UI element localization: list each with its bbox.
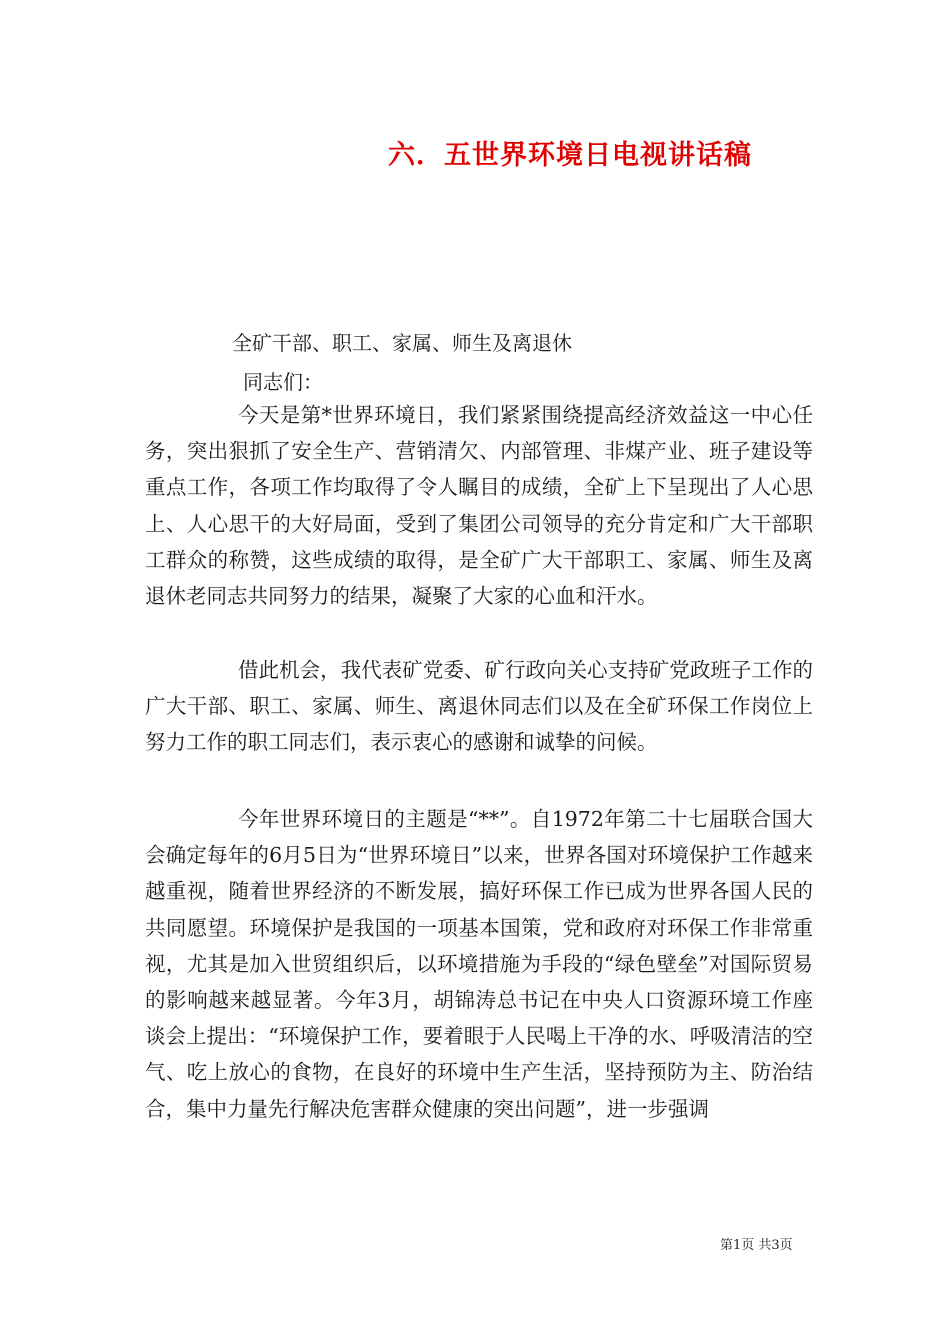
page-indicator: 第1页 共3页 bbox=[720, 1238, 793, 1253]
paragraph-2-block bbox=[145, 652, 813, 761]
paragraph: 借此机会，我代表矿党委、矿行政向关心支持矿党政班子工作的广大干部、职工、家属、师生、离退休同志们以及在全矿环保工作岗位上努力工作的职工同志们，表示衷心的感谢和诚挚的问候。 bbox=[145, 658, 813, 755]
salutation-greeting: 同志们： bbox=[243, 370, 323, 394]
document-title: 六．五世界环境日电视讲话稿 bbox=[388, 140, 752, 171]
paragraph-3-block bbox=[145, 801, 813, 1127]
paragraph: 今天是第*世界环境日，我们紧紧围绕提高经济效益这一中心任务，突出狠抓了安全生产、营销清欠、内部管理、非煤产业、班子建设等重点工作，各项工作均取得了令人瞩目的成绩，全矿上下呈现出了人心思上、人心思干的大好局面，受到了集团公司领导的充分肯定和广大干部职工群众的称赞，这些成绩的取得，是全矿广大干部职工、家属、师生及离退休老同志共同努力的结果，凝聚了大家的心血和汗水。 bbox=[145, 403, 813, 609]
salutation-recipients: 全矿干部、职工、家属、师生及离退休 bbox=[232, 331, 572, 355]
paragraph-1-block bbox=[145, 397, 813, 614]
paragraph: 今年世界环境日的主题是“**”。自1972年第二十七届联合国大会确定每年的6月5日为“世界环境日”以来，世界各国对环境保护工作越来越重视，随着世界经济的不断发展，搞好环保工作已成为世界各国人民的共同愿望。环境保护是我国的一项基本国策，党和政府对环保工作非常重视，尤其是加入世贸组织后，以环境措施为手段的“绿色壁垒”对国际贸易的影响越来越显著。今年3月，胡锦涛总书记在中央人口资源环境工作座谈会上提出：“环境保护工作，要着眼于人民喝上干净的水、呼吸清洁的空气、吃上放心的食物，在良好的环境中生产生活，坚持预防为主、防治结合，集中力量先行解决危害群众健康的突出问题”，进一步强调 bbox=[145, 807, 813, 1121]
